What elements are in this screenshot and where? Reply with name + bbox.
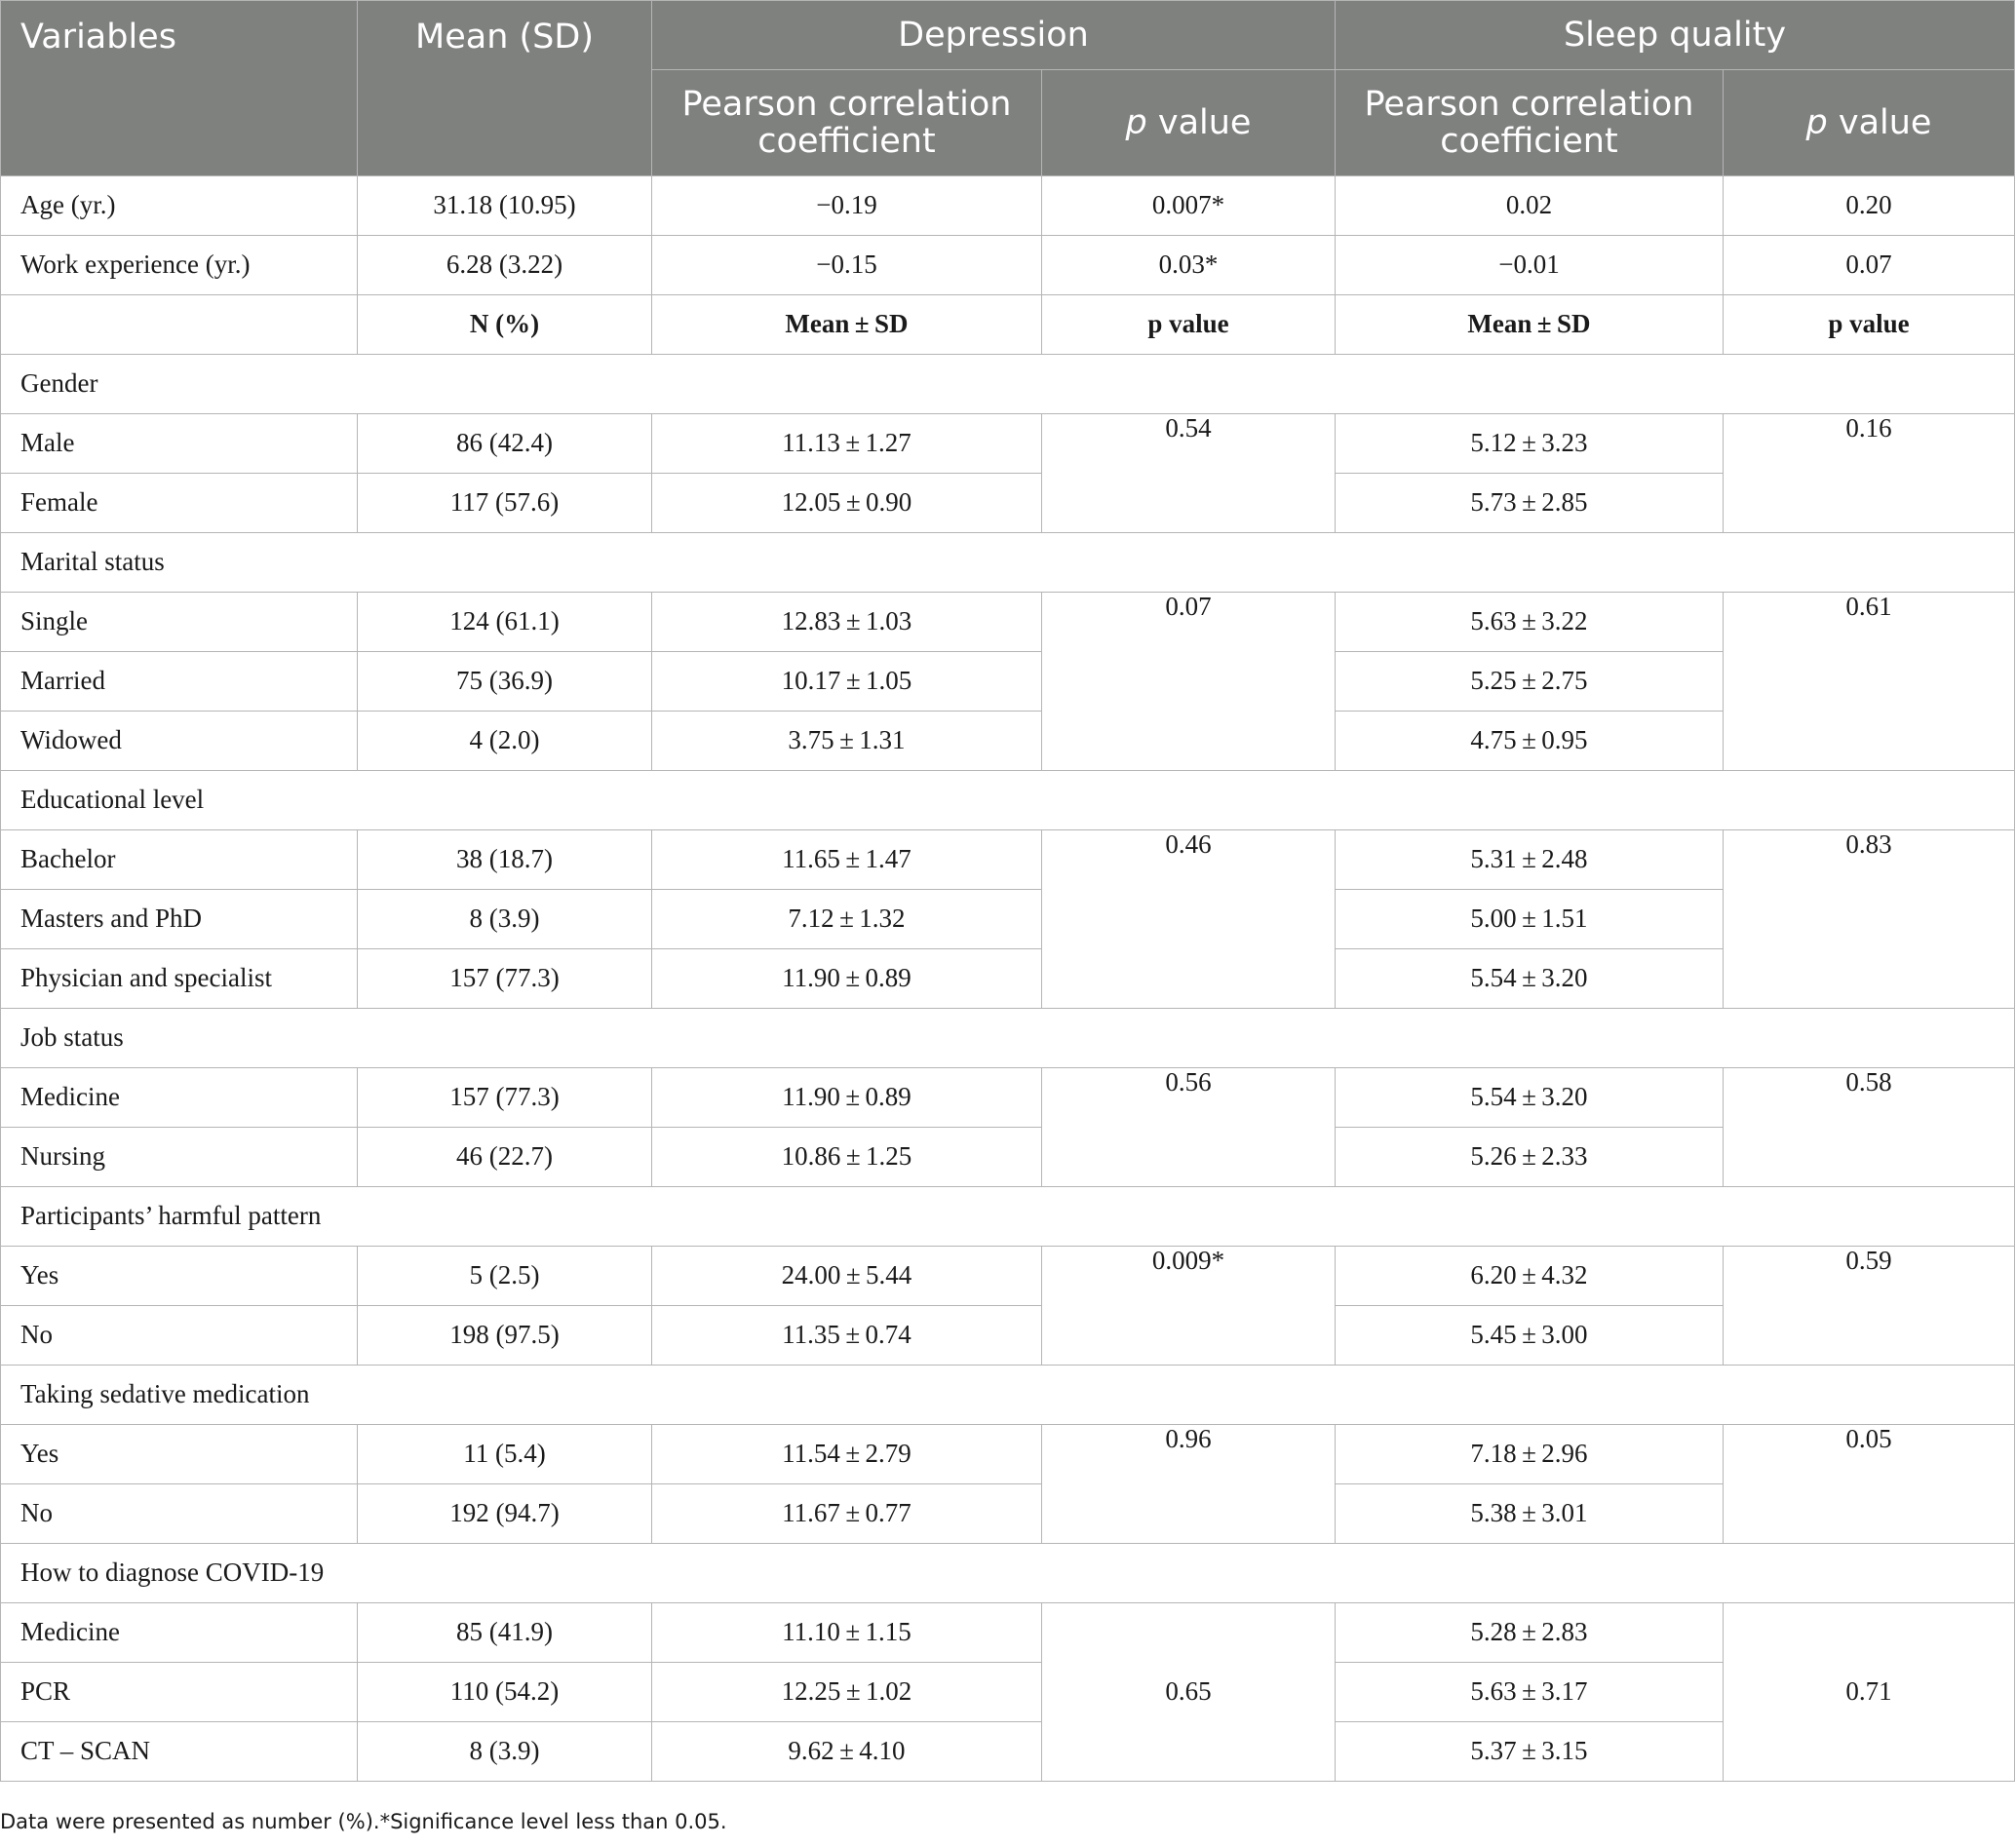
sleep-mean-cell: 5.63 ± 3.17 [1336,1663,1724,1722]
sleep-p-cell: 0.16 [1724,414,2015,533]
row-label: Physician and specialist [1,949,358,1009]
n-pct-cell: 192 (94.7) [358,1484,652,1544]
sleep-mean-cell: 5.25 ± 2.75 [1336,652,1724,712]
depression-p-cell: 0.03* [1042,236,1336,295]
group-title-row [1,1009,2015,1068]
table-subheader-row [1,295,2015,355]
sleep-p-cell: 0.58 [1724,1068,2015,1187]
table-row [1,890,2015,949]
n-pct-cell: 5 (2.5) [358,1247,652,1306]
depression-mean-cell: 7.12 ± 1.32 [652,890,1042,949]
subheader-sleep-p: p value [1724,295,2015,355]
group-title: Participants’ harmful pattern [1,1187,2015,1247]
depression-p-cell: 0.65 [1042,1603,1336,1782]
group-title: Taking sedative medication [1,1366,2015,1425]
header-depression: Depression [652,1,1336,70]
depression-p-cell: 0.46 [1042,830,1336,1009]
table-row [1,176,2015,236]
table-row [1,236,2015,295]
subheader-sleep-mean: Mean ± SD [1336,295,1724,355]
n-pct-cell: 117 (57.6) [358,474,652,533]
sleep-mean-cell: 5.37 ± 3.15 [1336,1722,1724,1782]
table-row [1,593,2015,652]
row-label: Widowed [1,712,358,771]
n-pct-cell: 38 (18.7) [358,830,652,890]
row-label: Work experience (yr.) [1,236,358,295]
depression-mean-cell: 10.86 ± 1.25 [652,1128,1042,1187]
table-row [1,712,2015,771]
table-row [1,1068,2015,1128]
n-pct-cell: 46 (22.7) [358,1128,652,1187]
sleep-mean-cell: 5.38 ± 3.01 [1336,1484,1724,1544]
n-pct-cell: 110 (54.2) [358,1663,652,1722]
header-sleep-p: p value [1724,70,2015,176]
depression-mean-cell: 11.67 ± 0.77 [652,1484,1042,1544]
header-sleep-pearson: Pearson correlation coefficient [1336,70,1724,176]
group-title-row [1,771,2015,830]
sleep-mean-cell: 5.73 ± 2.85 [1336,474,1724,533]
n-pct-cell: 157 (77.3) [358,949,652,1009]
sleep-mean-cell: 4.75 ± 0.95 [1336,712,1724,771]
covid-group [1,1544,2015,1782]
sleep-mean-cell: 6.20 ± 4.32 [1336,1247,1724,1306]
table-row [1,1663,2015,1722]
depression-mean-cell: 11.10 ± 1.15 [652,1603,1042,1663]
subheader-dep-p: p value [1042,295,1336,355]
table-row [1,474,2015,533]
sleep-mean-cell: 5.54 ± 3.20 [1336,949,1724,1009]
table-row [1,652,2015,712]
depression-mean-cell: 11.35 ± 0.74 [652,1306,1042,1366]
depression-p-cell: 0.07 [1042,593,1336,771]
n-pct-cell: 75 (36.9) [358,652,652,712]
row-label: Medicine [1,1068,358,1128]
row-label: No [1,1306,358,1366]
row-label: Medicine [1,1603,358,1663]
sleep-mean-cell: 5.28 ± 2.83 [1336,1603,1724,1663]
header-sleep-quality: Sleep quality [1336,1,2015,70]
group-title: Gender [1,355,2015,414]
sleep-p-cell: 0.20 [1724,176,2015,236]
row-label: Nursing [1,1128,358,1187]
group-title-row [1,533,2015,593]
group-title: How to diagnose COVID-19 [1,1544,2015,1603]
depression-mean-cell: 11.65 ± 1.47 [652,830,1042,890]
row-label: Female [1,474,358,533]
sleep-p-cell: 0.83 [1724,830,2015,1009]
table-row [1,1306,2015,1366]
n-pct-cell: 86 (42.4) [358,414,652,474]
sleep-r-cell: −0.01 [1336,236,1724,295]
table-row [1,830,2015,890]
sleep-mean-cell: 5.00 ± 1.51 [1336,890,1724,949]
sleep-p-cell: 0.71 [1724,1603,2015,1782]
depression-mean-cell: 12.25 ± 1.02 [652,1663,1042,1722]
depression-p-cell: 0.54 [1042,414,1336,533]
depression-mean-cell: 12.83 ± 1.03 [652,593,1042,652]
depression-mean-cell: 11.54 ± 2.79 [652,1425,1042,1484]
row-label: Yes [1,1247,358,1306]
header-variables: Variables [1,1,358,176]
n-pct-cell: 124 (61.1) [358,593,652,652]
row-label: Single [1,593,358,652]
row-label: PCR [1,1663,358,1722]
sleep-mean-cell: 7.18 ± 2.96 [1336,1425,1724,1484]
header-mean-sd: Mean (SD) [358,1,652,176]
sleep-p-cell: 0.07 [1724,236,2015,295]
table-row [1,1128,2015,1187]
depression-mean-cell: 11.90 ± 0.89 [652,949,1042,1009]
depression-mean-cell: 9.62 ± 4.10 [652,1722,1042,1782]
groups-body [1,355,2015,1544]
sleep-mean-cell: 5.54 ± 3.20 [1336,1068,1724,1128]
depression-mean-cell: 11.13 ± 1.27 [652,414,1042,474]
depression-r-cell: −0.19 [652,176,1042,236]
row-label: Age (yr.) [1,176,358,236]
n-pct-cell: 198 (97.5) [358,1306,652,1366]
depression-p-cell: 0.007* [1042,176,1336,236]
header-depression-pearson: Pearson correlation coefficient [652,70,1042,176]
depression-mean-cell: 11.90 ± 0.89 [652,1068,1042,1128]
sleep-mean-cell: 5.12 ± 3.23 [1336,414,1724,474]
depression-mean-cell: 24.00 ± 5.44 [652,1247,1042,1306]
header-depression-p: p value [1042,70,1336,176]
group-title: Educational level [1,771,2015,830]
depression-mean-cell: 3.75 ± 1.31 [652,712,1042,771]
n-pct-cell: 8 (3.9) [358,1722,652,1782]
group-title: Job status [1,1009,2015,1068]
row-label: Bachelor [1,830,358,890]
sleep-r-cell: 0.02 [1336,176,1724,236]
depression-p-cell: 0.96 [1042,1425,1336,1544]
n-pct-cell: 8 (3.9) [358,890,652,949]
table-row [1,414,2015,474]
table-row [1,1247,2015,1306]
n-pct-cell: 85 (41.9) [358,1603,652,1663]
table-row [1,949,2015,1009]
row-label: No [1,1484,358,1544]
sleep-p-cell: 0.61 [1724,593,2015,771]
row-label: Male [1,414,358,474]
sleep-p-cell: 0.05 [1724,1425,2015,1544]
sleep-mean-cell: 5.31 ± 2.48 [1336,830,1724,890]
n-pct-cell: 4 (2.0) [358,712,652,771]
depression-p-cell: 0.009* [1042,1247,1336,1366]
depression-mean-cell: 12.05 ± 0.90 [652,474,1042,533]
row-label: Married [1,652,358,712]
table-row [1,1722,2015,1782]
depression-p-cell: 0.56 [1042,1068,1336,1187]
depression-mean-cell: 10.17 ± 1.05 [652,652,1042,712]
subheader-n-pct: N (%) [358,295,652,355]
group-title-row [1,355,2015,414]
row-label: Yes [1,1425,358,1484]
group-title-row [1,1366,2015,1425]
table-row [1,1425,2015,1484]
sleep-mean-cell: 5.45 ± 3.00 [1336,1306,1724,1366]
depression-r-cell: −0.15 [652,236,1042,295]
row-label: Masters and PhD [1,890,358,949]
table-row [1,1484,2015,1544]
subheader-empty [1,295,358,355]
table-row [1,1603,2015,1663]
subheader-dep-mean: Mean ± SD [652,295,1042,355]
sleep-mean-cell: 5.63 ± 3.22 [1336,593,1724,652]
sleep-mean-cell: 5.26 ± 2.33 [1336,1128,1724,1187]
table-footnote: Data were presented as number (%).*Significance level less than 0.05. [0,1810,727,1833]
mean-sd-cell: 6.28 (3.22) [358,236,652,295]
n-pct-cell: 157 (77.3) [358,1068,652,1128]
group-title-row [1,1544,2015,1603]
n-pct-cell: 11 (5.4) [358,1425,652,1484]
mean-sd-cell: 31.18 (10.95) [358,176,652,236]
sleep-p-cell: 0.59 [1724,1247,2015,1366]
group-title: Marital status [1,533,2015,593]
group-title-row [1,1187,2015,1247]
row-label: CT – SCAN [1,1722,358,1782]
